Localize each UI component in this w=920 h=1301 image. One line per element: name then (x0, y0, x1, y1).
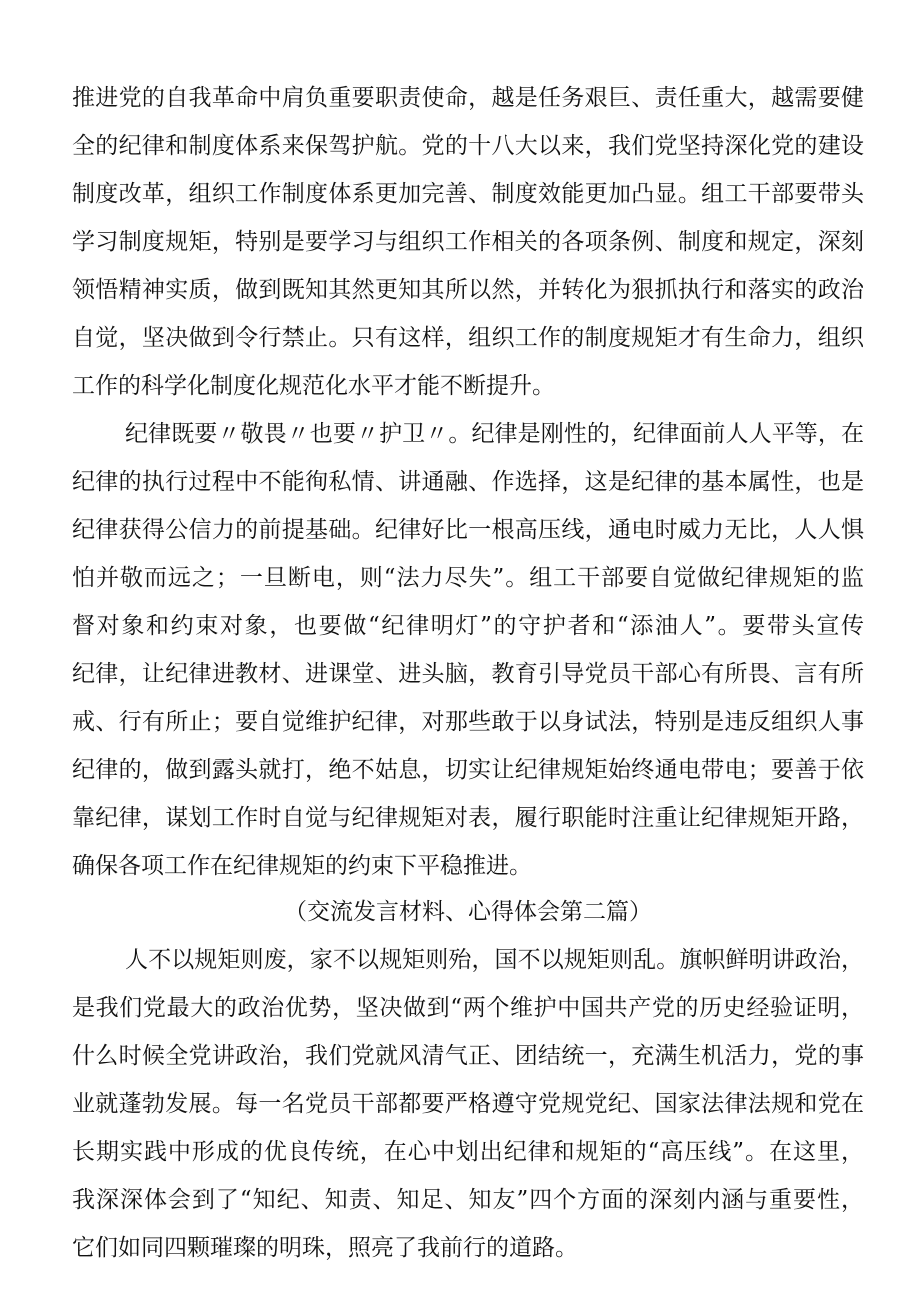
paragraph-2-line-6: 纪律，让纪律进教材、进课堂、进头脑，教育引导党员干部心有所畏、言有所 (72, 661, 864, 687)
paragraph-3-line-6: 我深深体会到了“知纪、知责、知足、知友”四个方面的深刻内涵与重要性， (72, 1187, 864, 1213)
paragraph-3-line-3: 什么时候全党讲政治，我们党就风清气正、团结统一，充满生机活力，党的事 (72, 1043, 864, 1069)
paragraph-1-line-3: 制度改革，组织工作制度体系更加完善、制度效能更加凸显。组工干部要带头 (72, 181, 864, 207)
paragraph-3-line-1: 人不以规矩则废，家不以规矩则殆，国不以规矩则乱。旗帜鲜明讲政治， (125, 947, 864, 973)
paragraph-1-line-4: 学习制度规矩，特别是要学习与组织工作相关的各项条例、制度和规定，深刻 (72, 229, 864, 255)
paragraph-3-line-7: 它们如同四颗璀璨的明珠，照亮了我前行的道路。 (72, 1235, 578, 1261)
paragraph-2-line-8: 纪律的，做到露头就打，绝不姑息，切实让纪律规矩始终通电带电；要善于依 (72, 757, 864, 783)
paragraph-2-line-1: 纪律既要〃敬畏〃也要〃护卫〃。纪律是刚性的，纪律面前人人平等，在 (125, 421, 864, 447)
paragraph-1-line-2: 全的纪律和制度体系来保驾护航。党的十八大以来，我们党坚持深化党的建设 (72, 133, 864, 159)
paragraph-2-line-3: 纪律获得公信力的前提基础。纪律好比一根高压线，通电时威力无比，人人惧 (72, 517, 864, 543)
paragraph-2-line-7: 戒、行有所止；要自觉维护纪律，对那些敢于以身试法，特别是违反组织人事 (72, 709, 864, 735)
paragraph-3-line-5: 长期实践中形成的优良传统，在心中划出纪律和规矩的“高压线”。在这里， (72, 1139, 864, 1165)
paragraph-2-line-2: 纪律的执行过程中不能徇私情、讲通融、作选择，这是纪律的基本属性，也是 (72, 469, 864, 495)
section-heading: （交流发言材料、心得体会第二篇） (284, 899, 652, 925)
paragraph-2-line-4: 怕并敬而远之；一旦断电，则“法力尽失”。组工干部要自觉做纪律规矩的监 (72, 565, 864, 591)
paragraph-3-line-4: 业就蓬勃发展。每一名党员干部都要严格遵守党规党纪、国家法律法规和党在 (72, 1091, 864, 1117)
paragraph-2-line-5: 督对象和约束对象，也要做“纪律明灯”的守护者和“添油人”。要带头宣传 (72, 613, 864, 639)
paragraph-1-line-7: 工作的科学化制度化规范化水平才能不断提升。 (72, 373, 555, 399)
paragraph-1-line-5: 领悟精神实质，做到既知其然更知其所以然，并转化为狠抓执行和落实的政治 (72, 277, 864, 303)
paragraph-1-line-1: 推进党的自我革命中肩负重要职责使命，越是任务艰巨、责任重大，越需要健 (72, 85, 864, 111)
paragraph-1-line-6: 自觉，坚决做到令行禁止。只有这样，组织工作的制度规矩才有生命力，组织 (72, 325, 864, 351)
paragraph-3-line-2: 是我们党最大的政治优势，坚决做到“两个维护中国共产党的历史经验证明， (72, 995, 864, 1021)
paragraph-2-line-9: 靠纪律，谋划工作时自觉与纪律规矩对表，履行职能时注重让纪律规矩开路， (72, 805, 864, 831)
paragraph-2-line-10: 确保各项工作在纪律规矩的约束下平稳推进。 (72, 853, 532, 879)
